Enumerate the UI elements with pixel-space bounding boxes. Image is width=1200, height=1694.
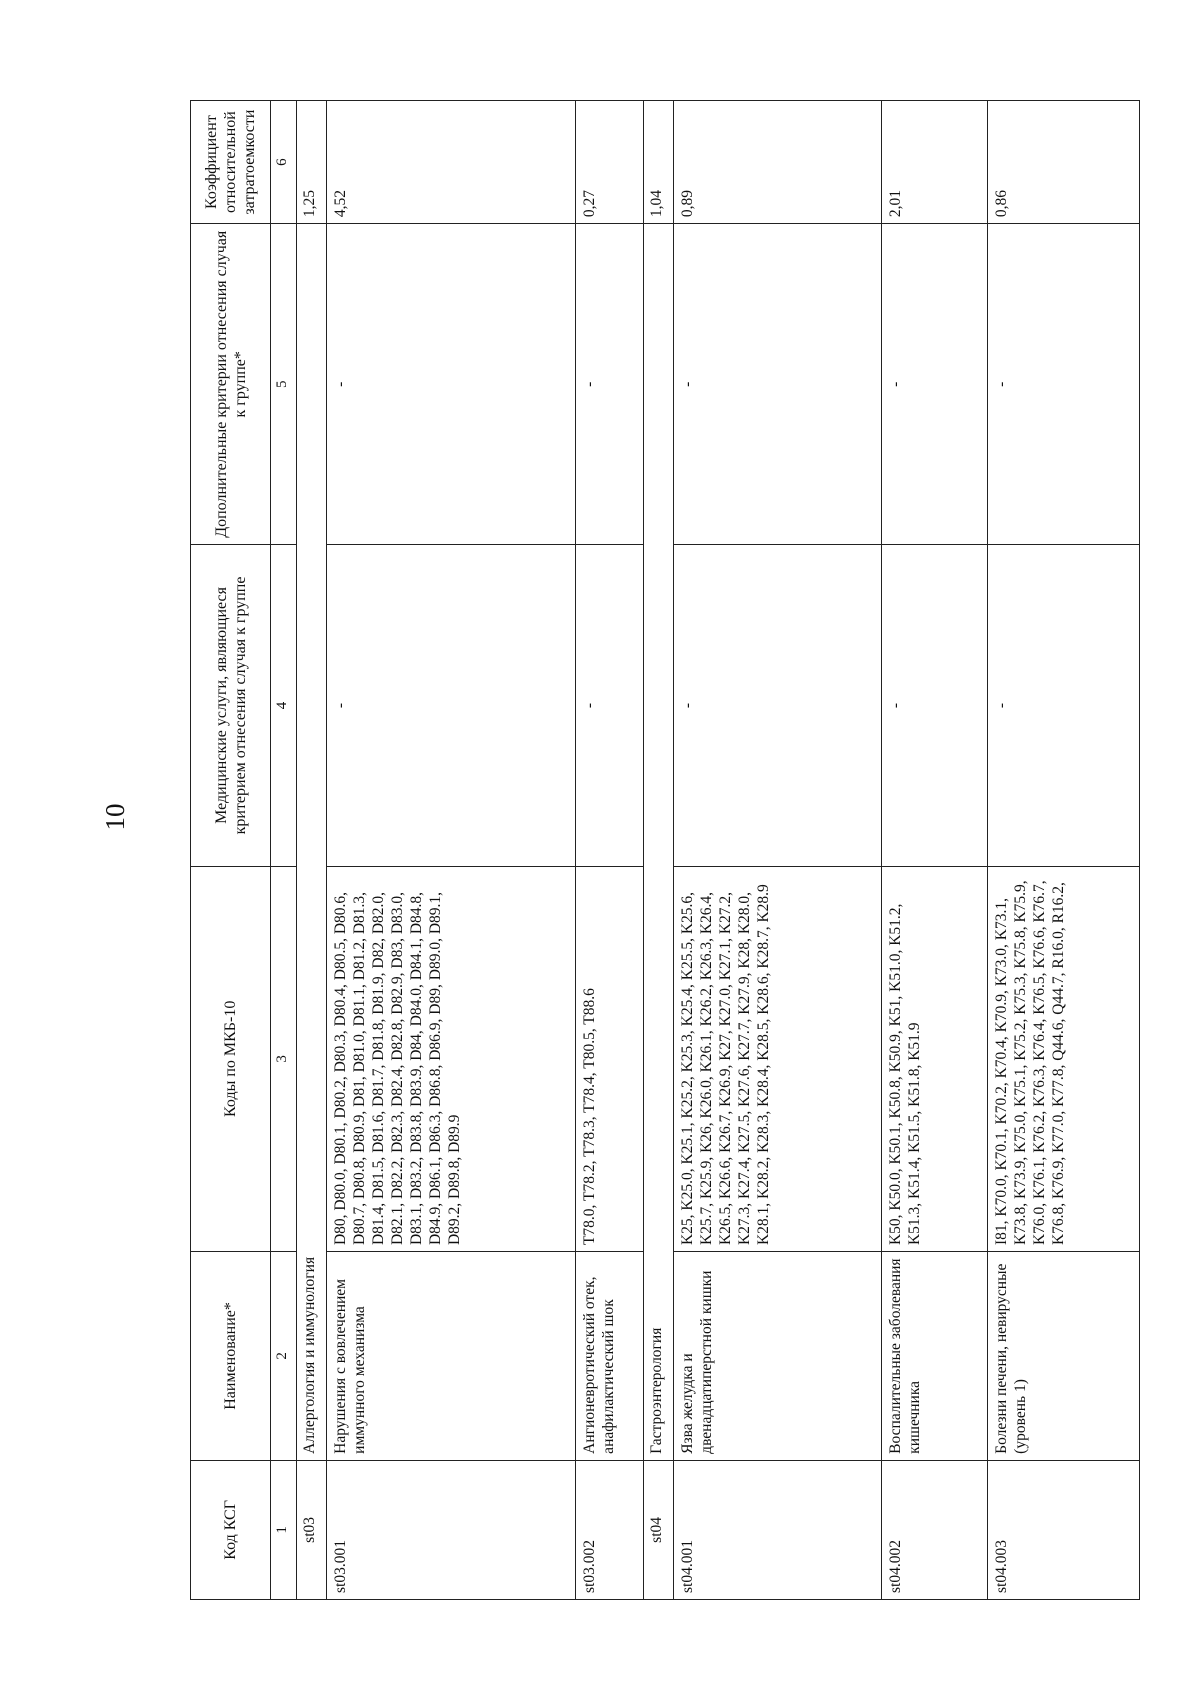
- header-name: Наименование*: [191, 1252, 271, 1461]
- column-number: 1: [271, 1460, 297, 1599]
- section-name: Гастроэнтерология: [643, 224, 673, 1461]
- header-code: Код КСГ: [191, 1460, 271, 1599]
- header-criteria: Дополнительные критерии отнесения случая к группе*: [191, 224, 271, 545]
- header-icd: Коды по МКБ-10: [191, 866, 271, 1251]
- ksg-name: Болезни печени, невирусные (уровень 1): [987, 1252, 1139, 1461]
- criteria: -: [673, 224, 881, 545]
- table-row: [882, 101, 987, 1600]
- table-row: [575, 101, 643, 1600]
- coefficient: 0,27: [575, 101, 643, 224]
- ksg-name: Воспалительные заболевания кишечника: [882, 1252, 987, 1461]
- table-row: [327, 101, 575, 1600]
- ksg-code: st03: [297, 1460, 327, 1599]
- ksg-code: st03.001: [327, 1460, 575, 1599]
- header-services: Медицинские услуги, являющиеся критерием отнесения случая к группе: [191, 545, 271, 866]
- coefficient: 0,89: [673, 101, 881, 224]
- ksg-name: Ангионевротический отек, анафилактический шок: [575, 1252, 643, 1461]
- coefficient: 1,25: [297, 101, 327, 224]
- table-row: [987, 101, 1139, 1600]
- coefficient: 4,52: [327, 101, 575, 224]
- icd-codes: T78.0, T78.2, T78.3, T78.4, T80.5, T88.6: [575, 866, 643, 1251]
- services: -: [987, 545, 1139, 866]
- coefficient: 1,04: [643, 101, 673, 224]
- section-row-st03: [297, 101, 327, 1600]
- table-row: [673, 101, 881, 1600]
- criteria: -: [575, 224, 643, 545]
- coefficient: 0,86: [987, 101, 1139, 224]
- column-number: 6: [271, 101, 297, 224]
- icd-codes: I81, K70.0, K70.1, K70.2, K70.4, K70.9, K73.0, K73.1, K73.8, K73.9, K75.0, K75.1, K75.2, K75.3, K75.8, K75.9, K76.0, K76.1, K76.2, K76.3, K76.4, K76.5, K76.6, K76.7, K76.8, K76.9, K77.0, K77.8, Q44.6, Q44.7, R16.0, R16.2,: [987, 866, 1139, 1251]
- ksg-code: st03.002: [575, 1460, 643, 1599]
- ksg-code: st04: [643, 1460, 673, 1599]
- icd-codes: K25, K25.0, K25.1, K25.2, K25.3, K25.4, K25.5, K25.6, K25.7, K25.9, K26, K26.0, K26.1, K26.2, K26.3, K26.4, K26.5, K26.6, K26.7, K26.9, K27, K27.0, K27.1, K27.2, K27.3, K27.4, K27.5, K27.6, K27.7, K27.9, K28, K28.0, K28.1, K28.2, K28.3, K28.4, K28.5, K28.6, K28.7, K28.9: [673, 866, 881, 1251]
- services: -: [882, 545, 987, 866]
- criteria: -: [987, 224, 1139, 545]
- ksg-table-container: [190, 100, 1140, 1600]
- services: -: [673, 545, 881, 866]
- ksg-code: st04.002: [882, 1460, 987, 1599]
- services: -: [327, 545, 575, 866]
- column-number: 5: [271, 224, 297, 545]
- column-number: 4: [271, 545, 297, 866]
- section-row-st04: [643, 101, 673, 1600]
- column-number: 3: [271, 866, 297, 1251]
- ksg-name: Нарушения с вовлечением иммунного механизма: [327, 1252, 575, 1461]
- services: -: [575, 545, 643, 866]
- icd-codes: D80, D80.0, D80.1, D80.2, D80.3, D80.4, D80.5, D80.6, D80.7, D80.8, D80.9, D81, D81.0, D81.1, D81.2, D81.3, D81.4, D81.5, D81.6, D81.7, D81.8, D81.9, D82, D82.0, D82.1, D82.2, D82.3, D82.4, D82.8, D82.9, D83, D83.0, D83.1, D83.2, D83.8, D83.9, D84, D84.0, D84.1, D84.8, D84.9, D86.1, D86.3, D86.8, D86.9, D89, D89.0, D89.1, D89.2, D89.8, D89.9: [327, 866, 575, 1251]
- section-name: Аллергология и иммунология: [297, 224, 327, 1461]
- criteria: -: [327, 224, 575, 545]
- ksg-name: Язва желудка и двенадцатиперстной кишки: [673, 1252, 881, 1461]
- header-row: [191, 101, 271, 1600]
- ksg-code: st04.003: [987, 1460, 1139, 1599]
- header-coef: Коэффициент относительной затратоемкости: [191, 101, 271, 224]
- icd-codes: K50, K50.0, K50.1, K50.8, K50.9, K51, K51.0, K51.2, K51.3, K51.4, K51.5, K51.8, K51.9: [882, 866, 987, 1251]
- ksg-table: [190, 100, 1140, 1600]
- coefficient: 2,01: [882, 101, 987, 224]
- page-number: 10: [100, 803, 130, 831]
- ksg-code: st04.001: [673, 1460, 881, 1599]
- column-number-row: [271, 101, 297, 1600]
- criteria: -: [882, 224, 987, 545]
- column-number: 2: [271, 1252, 297, 1461]
